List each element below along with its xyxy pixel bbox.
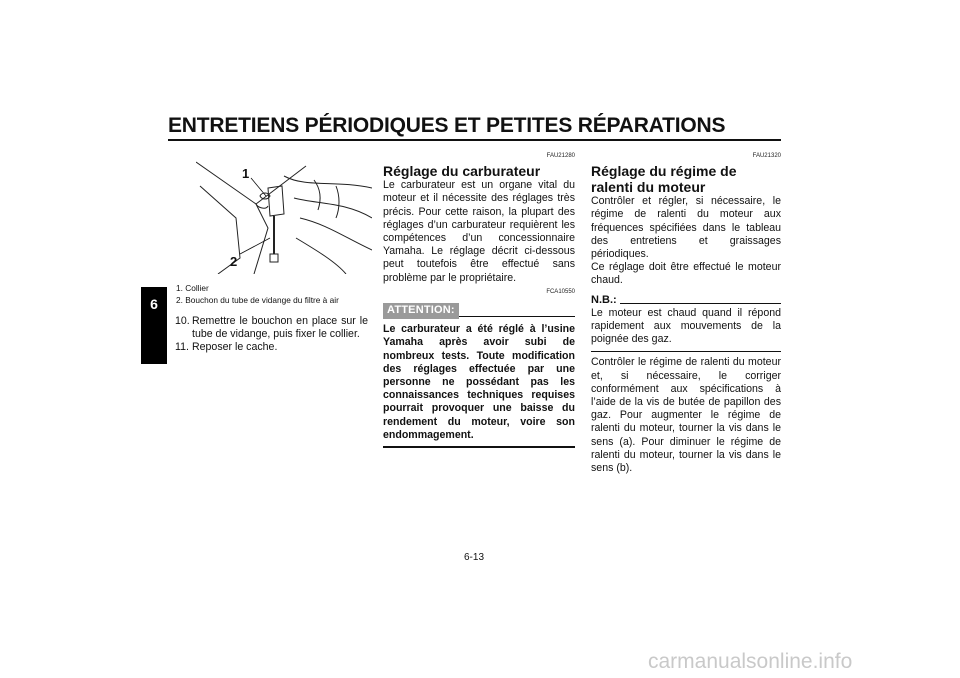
note-header: [591, 294, 781, 307]
attention-header: [383, 303, 575, 319]
step-number: 11.: [175, 341, 189, 354]
note-rule: [620, 303, 781, 304]
carburetor-section: [383, 150, 575, 448]
page-number: 6-13: [464, 552, 485, 563]
step-list: [176, 315, 368, 355]
section-title: Réglage du carburateur: [383, 163, 541, 180]
section-body-2: Ce réglage doit être effectué le moteur chaud.: [591, 261, 781, 287]
attention-code: FCA10550: [546, 288, 575, 295]
carburetor-figure: [196, 158, 372, 274]
attention-body: Le carburateur a été réglé à l’usine Yamaha après avoir subi de nombreux tests. Toute modification des réglages effectuée par une personne ne possédant pas les connaissances techniques requises pourrait provoquer une baisse du rendement du moteur, voire son endommagement.: [383, 323, 575, 441]
header-rule: [168, 139, 781, 141]
attention-end-rule: [383, 446, 575, 448]
attention-rule: [459, 316, 575, 318]
section-body-3: Contrôler le régime de ralenti du moteur et, si nécessaire, le corriger conformément aux spécifications à l’aide de la vis de butée de papillon des gaz. Pour augmenter le régime de ralenti du moteur, tourner la vis dans le sens (a). Pour diminuer le régime de ralenti du moteur, tourner la vis dans le sens (b).: [591, 356, 781, 475]
watermark: carmanualsonline.info: [648, 650, 853, 673]
caption-item-2: 2. Bouchon du tube de vidange du filtre à air: [176, 294, 339, 305]
step-item: [176, 315, 368, 341]
section-body-1: Contrôler et régler, si nécessaire, le régime de ralenti du moteur aux fréquences spécifiées dans le tableau des entretiens et graissages périodiques.: [591, 195, 781, 261]
page-header-title: ENTRETIENS PÉRIODIQUES ET PETITES RÉPARATIONS: [168, 114, 726, 137]
section-title: Réglage du régime de ralenti du moteur: [591, 163, 737, 196]
section-body: Le carburateur est un organe vital du moteur et il nécessite des réglages très précis. Pour cette raison, la plupart des réglages d’un carburateur requièrent les compétences d’un concessionnaire Yamaha. Le réglage décrit ci-dessous peut toutefois être effectué sans problème par le propriétaire.: [383, 179, 575, 284]
chapter-tab: [141, 287, 167, 364]
note-label: N.B.:: [591, 293, 617, 306]
step-text: Reposer le cache.: [192, 341, 278, 354]
note-text: Le moteur est chaud quand il répond rapidement aux mouvements de la poignée des gaz.: [591, 306, 781, 346]
figure-callout-1: 1: [242, 166, 250, 181]
figure-caption: [176, 283, 376, 306]
note-end-rule: [591, 351, 781, 352]
idle-speed-section: [591, 150, 781, 475]
step-number: 10.: [175, 315, 190, 327]
section-code: FAU21280: [546, 153, 575, 159]
section-code: FAU21320: [752, 153, 781, 159]
step-item: [176, 341, 368, 354]
figure-callout-2: 2: [230, 254, 238, 269]
step-text: Remettre le bouchon en place sur le tube de vidange, puis fixer le collier.: [192, 315, 368, 341]
caption-item-1: 1. Collier: [176, 283, 209, 293]
attention-badge: ATTENTION:: [383, 303, 459, 319]
chapter-number: 6: [150, 296, 158, 312]
